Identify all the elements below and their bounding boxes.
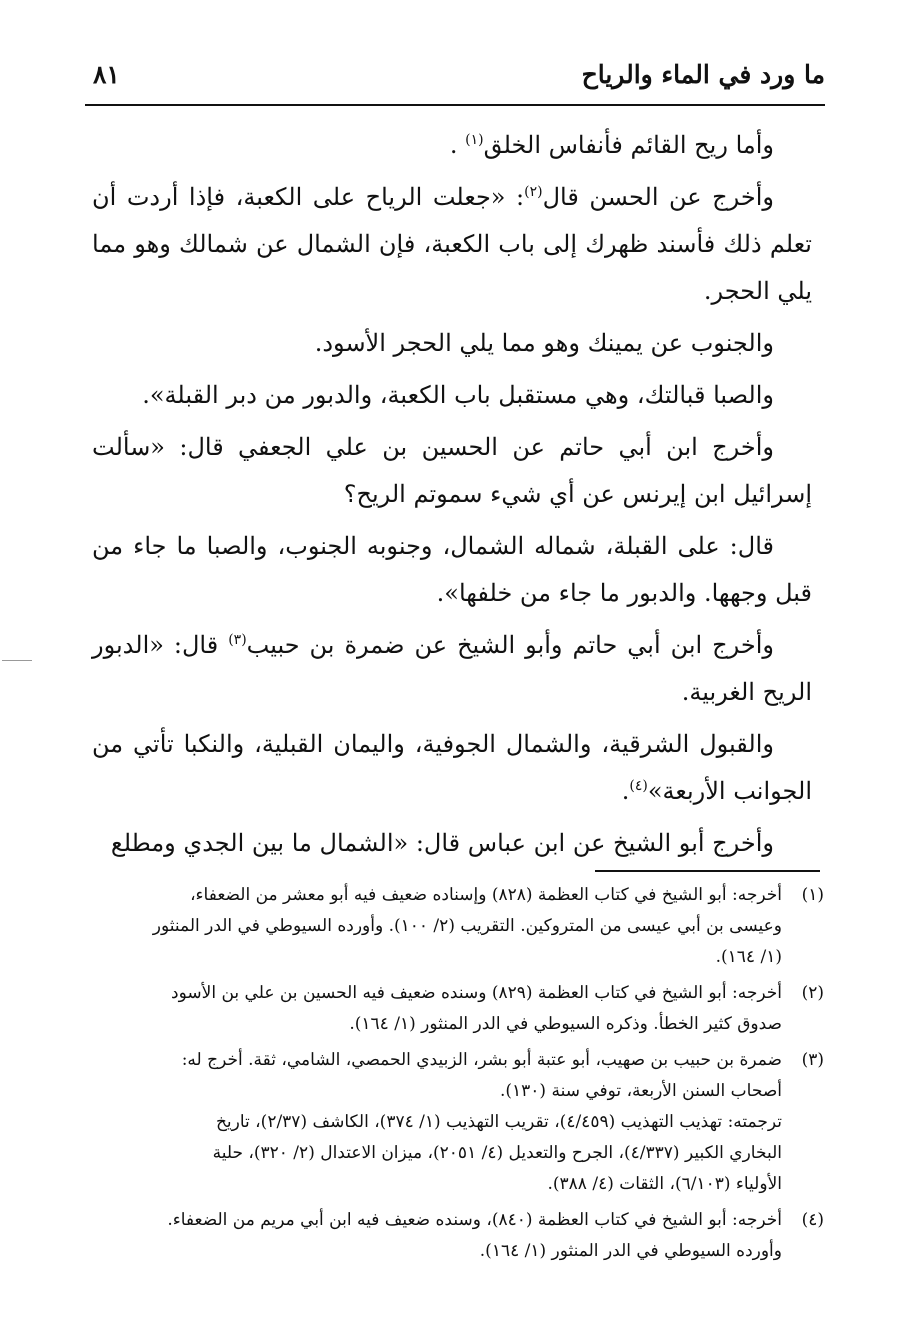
footnote-line: صدوق كثير الخطأ. وذكره السيوطي في الدر المنثور (١/ ١٦٤). [349,1014,782,1034]
footnote-line: وأورده السيوطي في الدر المنثور (١/ ١٦٤). [479,1241,782,1261]
footnote-text [88,978,782,1040]
footnote [88,1045,824,1200]
paragraph-text: . [621,777,630,805]
paragraph-text: وأخرج ابن أبي حاتم وأبو الشيخ عن ضمرة بن حبيب [246,631,775,659]
footnote-text [88,1045,782,1200]
scan-artifact [2,660,32,661]
footnote-ref: (٤) [629,778,648,794]
main-text [92,122,812,872]
footnote [88,1205,824,1267]
paragraph [92,122,812,169]
footnote-text [88,880,782,973]
footnote-line: أخرجه: أبو الشيخ في كتاب العظمة (٨٢٩) وسنده ضعيف فيه الحسين بن علي بن الأسود [171,983,782,1003]
paragraph [92,523,812,617]
footnote-line: البخاري الكبير (٤/٣٣٧)، الجرح والتعديل (٤/ ٢٠٥١)، ميزان الاعتدال (٢/ ٣٢٠)، حلية [212,1143,782,1163]
footnote-ref: (٢) [524,184,543,200]
paragraph [92,721,812,815]
footnote-line: وعيسى بن أبي عيسى من المتروكين. التقريب (٢/ ١٠٠). وأورده السيوطي في الدر المنثور [152,916,782,936]
paragraph [92,424,812,518]
footnote [88,978,824,1040]
footnote-line: ضمرة بن حبيب بن صهيب، أبو عتبة أبو بشر، الزبيدي الحمصي، الشامي، ثقة. أخرج له: [181,1050,782,1070]
running-title: ما ورد في الماء والرياح [581,60,825,89]
paragraph-text: والجنوب عن يمينك وهو مما يلي الحجر الأسود. [314,329,774,357]
footnote-line: أخرجه: أبو الشيخ في كتاب العظمة (٨٢٨) وإسناده ضعيف فيه أبو معشر من الضعفاء، [190,885,782,905]
footnote-number: (١) [801,885,824,905]
footnote-line: (١/ ١٦٤). [715,947,782,967]
footnote-text [88,1205,782,1267]
paragraph [92,320,812,367]
footnote-number: (٣) [801,1050,824,1070]
footnote-line: أخرجه: أبو الشيخ في كتاب العظمة (٨٤٠)، وسنده ضعيف فيه ابن أبي مريم من الضعفاء. [167,1210,782,1230]
paragraph-text: . [449,131,466,159]
page-header [85,48,825,106]
footnote-line: ترجمته: تهذيب التهذيب (٤/٤٥٩)، تقريب التهذيب (١/ ٣٧٤)، الكاشف (٢/٣٧)، تاريخ [215,1112,782,1132]
footnotes [88,880,824,1272]
footnote-ref: (١) [465,132,484,148]
footnote-line: الأولياء (٦/١٠٣)، الثقات (٤/ ٣٨٨). [547,1174,782,1194]
footnote-separator [595,870,820,872]
footnote-ref: (٣) [228,632,247,648]
paragraph [92,372,812,419]
paragraph-text: وأخرج ابن أبي حاتم عن الحسين بن علي الجعفي قال: «سألت إسرائيل ابن إيرنس عن أي شيء سموتم الريح؟ [92,433,812,508]
footnote [88,880,824,973]
paragraph-text: : «جعلت الرياح على الكعبة، فإذا أردت أن تعلم ذلك فأسند ظهرك إلى باب الكعبة، فإن الشمال عن شمالك وهو مما يلي الحجر. [92,183,812,305]
footnote-line: أصحاب السنن الأربعة، توفي سنة (١٣٠). [499,1081,782,1101]
paragraph [92,622,812,716]
paragraph-text: وأخرج عن الحسن قال [542,183,774,211]
paragraph-text: والصبا قبالتك، وهي مستقبل باب الكعبة، والدبور من دبر القبلة». [142,381,774,409]
page-number: ٨١ [93,60,120,89]
paragraph-text: وأخرج أبو الشيخ عن ابن عباس قال: «الشمال ما بين الجدي ومطلع [110,829,774,857]
footnote-number: (٤) [801,1210,824,1230]
paragraph-text: قال: «الدبور الريح الغربية. [92,631,812,706]
paragraph [92,174,812,315]
paragraph [92,820,812,867]
footnote-number: (٢) [801,983,824,1003]
paragraph-text: وأما ريح القائم فأنفاس الخلق [483,131,774,159]
paragraph-text: والقبول الشرقية، والشمال الجوفية، واليمان القبلية، والنكبا تأتي من الجوانب الأربعة» [92,730,812,805]
paragraph-text: قال: على القبلة، شماله الشمال، وجنوبه الجنوب، والصبا ما جاء من قبل وجهها. والدبور ما جاء من خلفها». [92,532,812,607]
